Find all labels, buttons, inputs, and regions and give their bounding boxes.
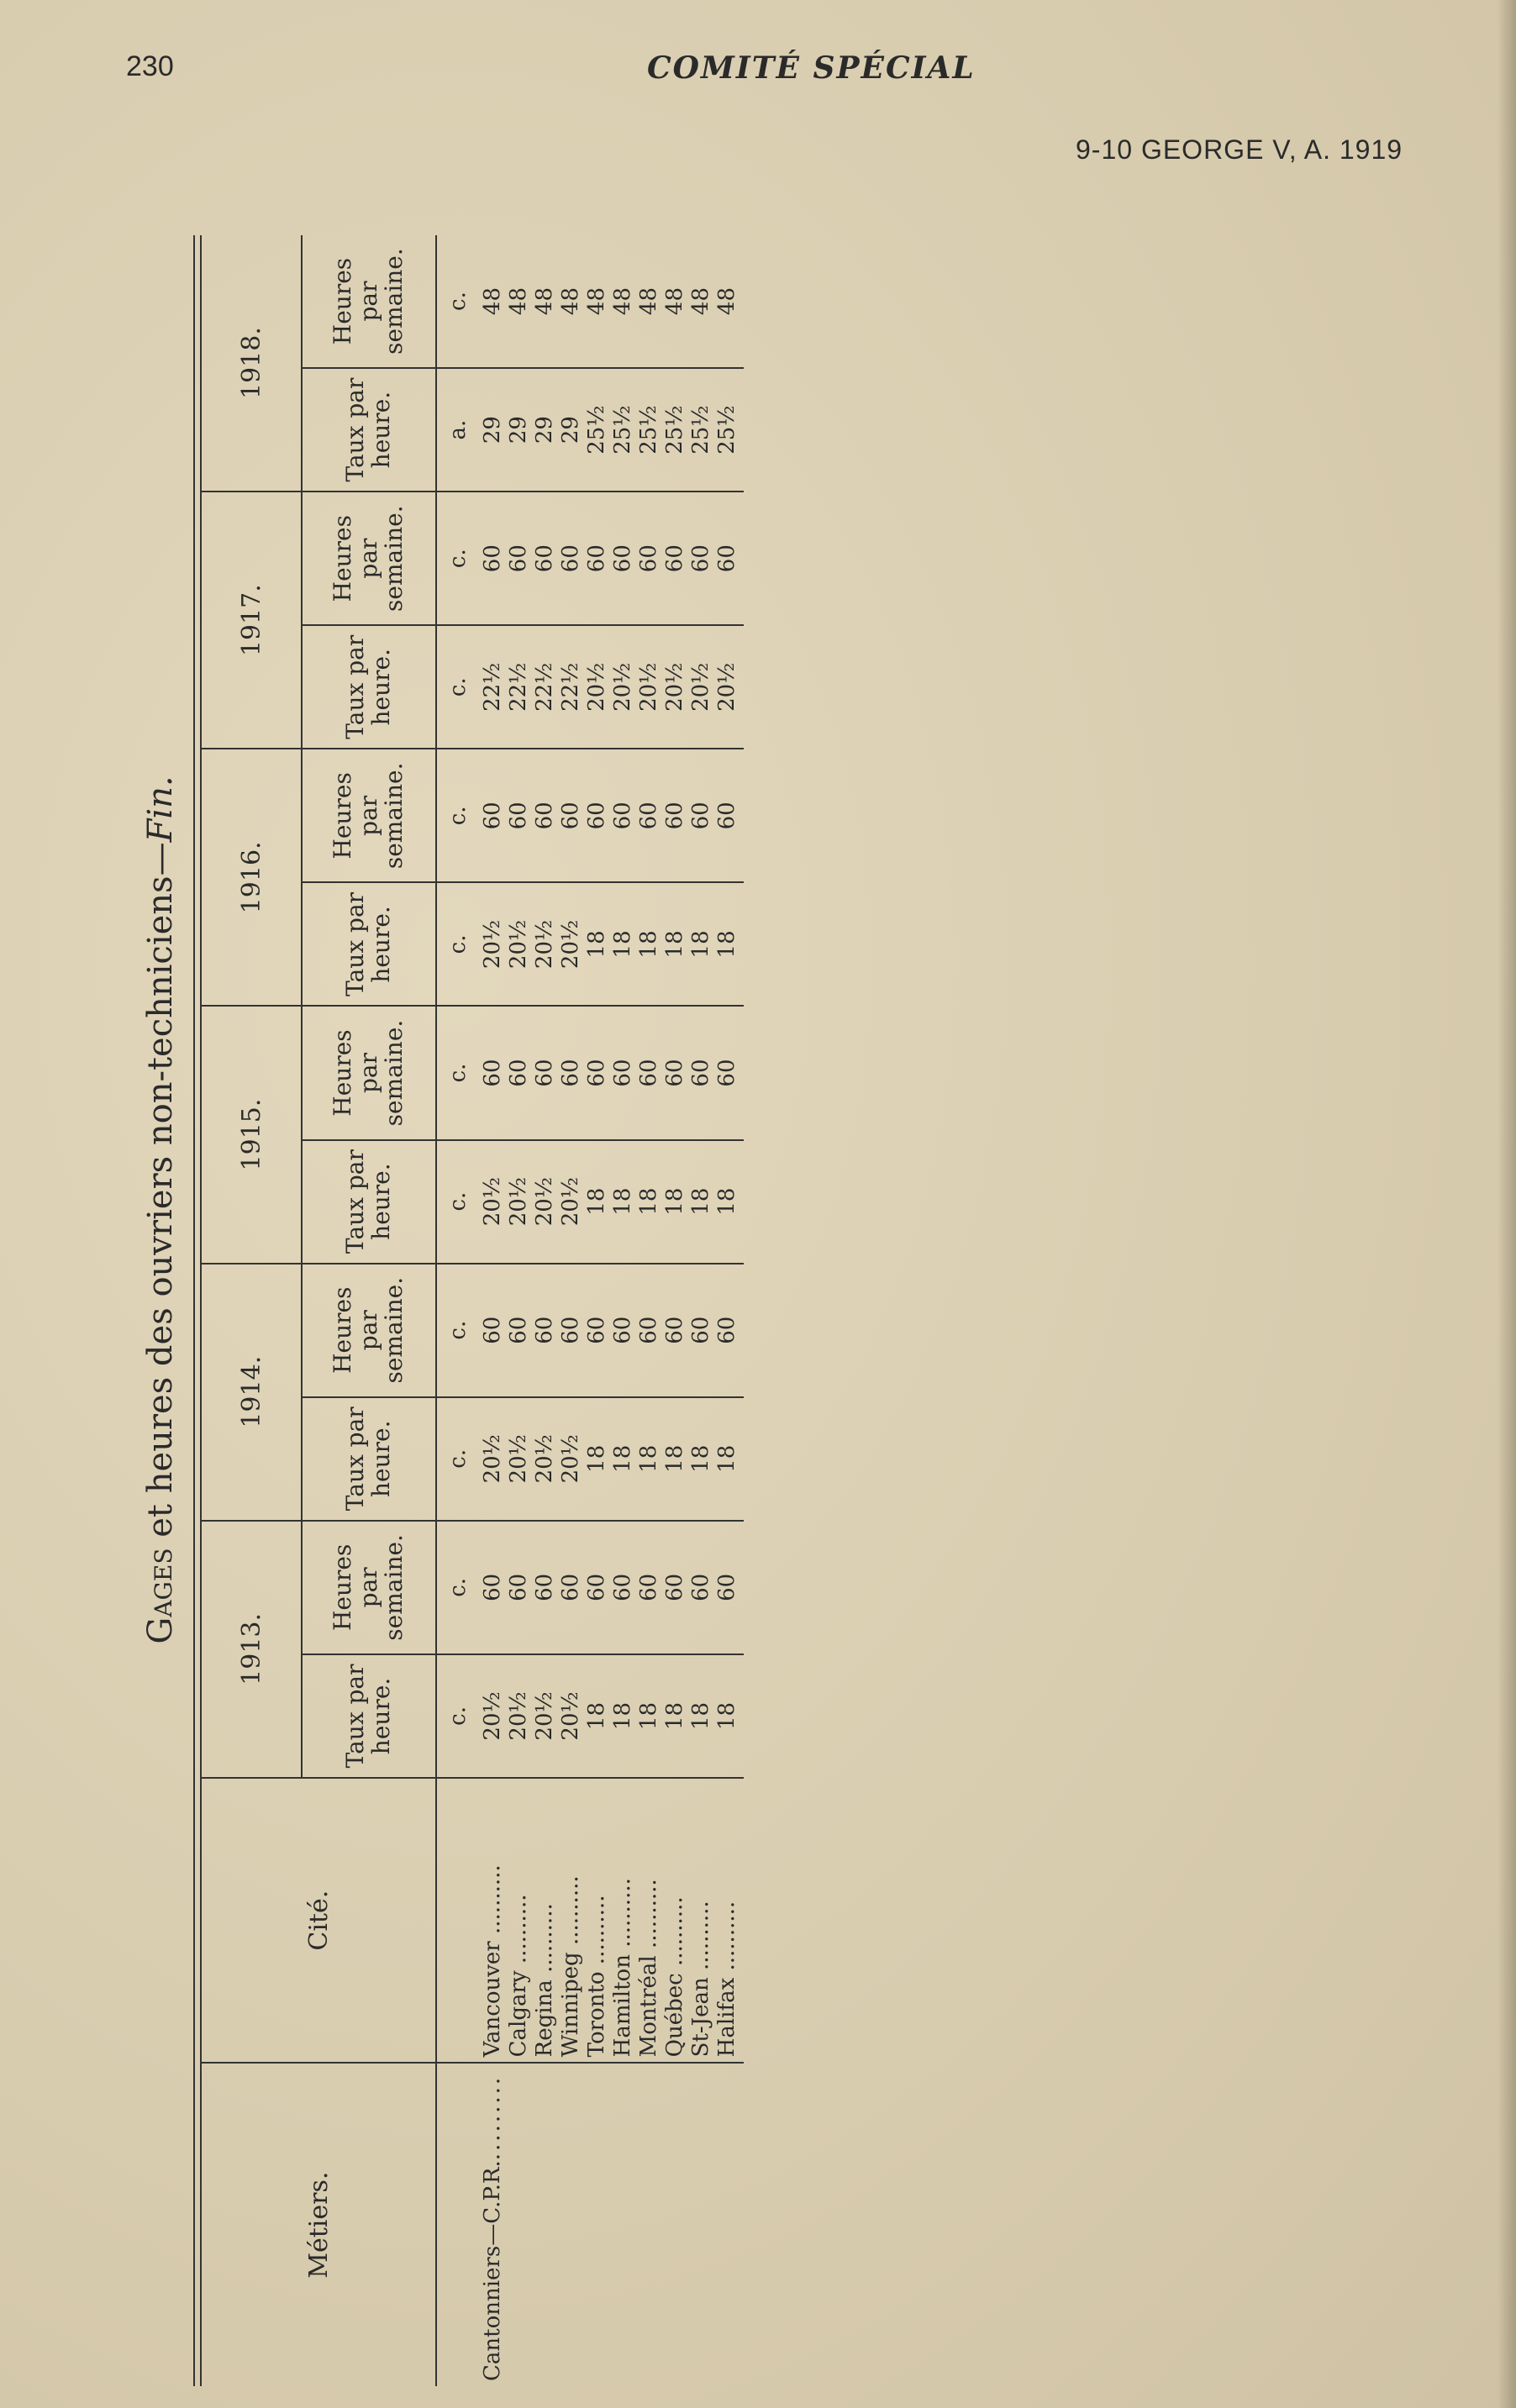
taux-value: 20½ [688, 662, 713, 712]
unit-label: c. [436, 625, 476, 749]
heures-header: Heures par semaine. [302, 1006, 436, 1139]
taux-1913-cell [476, 1654, 744, 1778]
heures-value: 60 [584, 802, 609, 830]
city-name: Winnipeg .......... [558, 1875, 583, 2058]
units-row [436, 235, 476, 2386]
heures-1913-cell [476, 1521, 744, 1654]
heures-value: 60 [610, 1573, 635, 1601]
city-name: Regina .......... [532, 1903, 557, 2058]
heures-value: 48 [532, 287, 557, 316]
taux-value: 18 [688, 1187, 713, 1216]
unit-label: c. [436, 492, 476, 625]
trade-cell [476, 2063, 744, 2386]
taux-value: 18 [714, 1444, 740, 1473]
taux-value: 22½ [532, 662, 557, 712]
heures-value: 60 [480, 1316, 505, 1344]
heures-1916-cell [476, 749, 744, 882]
heures-value: 60 [610, 802, 635, 830]
heures-value: 60 [636, 1059, 661, 1087]
unit-label: a. [436, 368, 476, 492]
taux-value: 18 [662, 1444, 687, 1473]
heures-value: 60 [532, 1059, 557, 1087]
taux-value: 20½ [610, 662, 635, 712]
heures-value: 60 [558, 1059, 583, 1087]
taux-value: 25½ [688, 405, 713, 455]
taux-1915-cell [476, 1140, 744, 1264]
taux-value: 20½ [584, 662, 609, 712]
taux-value: 20½ [506, 1176, 531, 1227]
taux-1916-cell [476, 882, 744, 1006]
heures-value: 48 [636, 287, 661, 316]
taux-value: 29 [558, 416, 583, 444]
taux-value: 18 [688, 1701, 713, 1730]
taux-value: 18 [636, 1187, 661, 1216]
rotated-table-canvas [126, 185, 1387, 2386]
unit-label: c. [436, 882, 476, 1006]
taux-value: 18 [636, 1701, 661, 1730]
year-header: 1916. [202, 749, 302, 1006]
heures-value: 60 [506, 1316, 531, 1344]
heures-value: 60 [636, 1573, 661, 1601]
heures-value: 60 [714, 544, 740, 573]
rotated-table-area [126, 185, 1387, 2386]
heures-value: 60 [662, 544, 687, 573]
taux-value: 18 [688, 1444, 713, 1473]
wages-table [202, 235, 744, 2386]
heures-value: 48 [662, 287, 687, 316]
taux-value: 25½ [584, 405, 609, 455]
heures-value: 60 [558, 802, 583, 830]
year-header: 1913. [202, 1521, 302, 1778]
unit-label: c. [436, 1521, 476, 1654]
trade-data-row [476, 235, 744, 2386]
taux-value: 18 [636, 1444, 661, 1473]
heures-value: 60 [584, 1059, 609, 1087]
heures-header: Heures par semaine. [302, 492, 436, 625]
unit-label: c. [436, 1654, 476, 1778]
taux-1918-cell [476, 368, 744, 492]
heures-header: Heures par semaine. [302, 235, 436, 368]
taux-header: Taux par heure. [302, 1654, 436, 1778]
year-header: 1917. [202, 492, 302, 749]
taux-header: Taux par heure. [302, 1140, 436, 1264]
heures-1915-cell [476, 1006, 744, 1139]
taux-value: 18 [610, 1444, 635, 1473]
heures-value: 60 [636, 1316, 661, 1344]
taux-value: 20½ [558, 1691, 583, 1741]
taux-value: 18 [662, 1187, 687, 1216]
taux-value: 22½ [480, 662, 505, 712]
unit-label: c. [436, 1140, 476, 1264]
city-name: Québec .......... [662, 1896, 687, 2058]
heures-value: 60 [506, 1573, 531, 1601]
taux-value: 18 [584, 1187, 609, 1216]
taux-value: 18 [610, 1187, 635, 1216]
taux-value: 18 [714, 1701, 740, 1730]
taux-value: 20½ [480, 1176, 505, 1227]
heures-value: 60 [610, 544, 635, 573]
heures-value: 60 [662, 802, 687, 830]
table-title-text: et heures des ouvriers non-techniciens— [141, 842, 180, 1548]
heures-value: 60 [610, 1059, 635, 1087]
taux-value: 18 [584, 1444, 609, 1473]
page-edge-shadow [1498, 0, 1516, 2408]
trade-name: Cantonniers—C.P.R. [480, 2160, 505, 2381]
taux-value: 18 [714, 1187, 740, 1216]
taux-value: 20½ [532, 1176, 557, 1227]
heures-value: 60 [558, 544, 583, 573]
taux-value: 20½ [636, 662, 661, 712]
running-title: COMITÉ SPÉCIAL [647, 50, 976, 86]
taux-value: 20½ [506, 1691, 531, 1741]
heures-value: 60 [480, 1573, 505, 1601]
taux-value: 20½ [662, 662, 687, 712]
year-header: 1918. [202, 235, 302, 492]
table-title-smallcaps: Gages [141, 1548, 180, 1644]
heures-value: 60 [558, 1316, 583, 1344]
taux-value: 20½ [532, 1434, 557, 1484]
table-title [141, 622, 180, 1798]
heures-value: 60 [688, 1316, 713, 1344]
taux-header: Taux par heure. [302, 1397, 436, 1521]
heures-value: 60 [584, 1573, 609, 1601]
taux-value: 29 [506, 416, 531, 444]
city-name: Calgary .......... [506, 1894, 531, 2058]
heures-value: 48 [584, 287, 609, 316]
table-title-italic: Fin. [141, 776, 180, 843]
taux-value: 20½ [558, 919, 583, 970]
taux-value: 18 [610, 1701, 635, 1730]
city-name: Montréal .......... [636, 1879, 661, 2058]
heures-value: 60 [714, 1316, 740, 1344]
heures-value: 48 [610, 287, 635, 316]
heures-value: 60 [714, 802, 740, 830]
heures-value: 60 [584, 1316, 609, 1344]
unit-label: c. [436, 235, 476, 368]
heures-value: 48 [558, 287, 583, 316]
metiers-header: Métiers. [202, 2063, 436, 2386]
taux-value: 22½ [506, 662, 531, 712]
trade-leader: ......... [480, 2074, 505, 2161]
heures-1917-cell [476, 492, 744, 625]
city-name: Hamilton .......... [610, 1878, 635, 2058]
heures-value: 60 [506, 802, 531, 830]
city-name: St-Jean .......... [688, 1901, 713, 2058]
heures-value: 60 [532, 802, 557, 830]
heures-value: 60 [506, 1059, 531, 1087]
heures-value: 60 [480, 544, 505, 573]
taux-value: 29 [532, 416, 557, 444]
heures-value: 48 [480, 287, 505, 316]
heures-value: 60 [480, 802, 505, 830]
year-header: 1915. [202, 1006, 302, 1263]
cite-header: Cité. [202, 1778, 436, 2063]
taux-value: 22½ [558, 662, 583, 712]
unit-label: c. [436, 1006, 476, 1139]
heures-value: 60 [688, 1573, 713, 1601]
heures-value: 60 [662, 1573, 687, 1601]
taux-value: 18 [610, 930, 635, 959]
city-name: Toronto .......... [584, 1895, 609, 2058]
taux-value: 20½ [532, 1691, 557, 1741]
heures-header: Heures par semaine. [302, 749, 436, 882]
taux-value: 25½ [610, 405, 635, 455]
heures-1918-cell [476, 235, 744, 368]
heures-value: 60 [584, 544, 609, 573]
heures-value: 60 [714, 1573, 740, 1601]
heures-header: Heures par semaine. [302, 1521, 436, 1654]
heures-value: 60 [688, 802, 713, 830]
taux-value: 20½ [480, 1691, 505, 1741]
taux-value: 20½ [480, 919, 505, 970]
taux-value: 25½ [636, 405, 661, 455]
taux-value: 20½ [506, 919, 531, 970]
unit-label: c. [436, 1397, 476, 1521]
taux-value: 25½ [714, 405, 740, 455]
heures-1914-cell [476, 1264, 744, 1397]
heures-value: 60 [480, 1059, 505, 1087]
heures-value: 60 [532, 1573, 557, 1601]
heures-value: 60 [662, 1059, 687, 1087]
taux-value: 20½ [558, 1434, 583, 1484]
page-header [126, 50, 1471, 84]
heures-value: 60 [532, 544, 557, 573]
taux-value: 20½ [480, 1434, 505, 1484]
cities-cell [476, 1778, 744, 2063]
taux-value: 18 [636, 930, 661, 959]
heures-value: 60 [688, 544, 713, 573]
taux-header: Taux par heure. [302, 368, 436, 492]
heures-value: 60 [506, 544, 531, 573]
heures-value: 60 [636, 802, 661, 830]
city-name: Halifax .......... [714, 1901, 740, 2058]
taux-value: 18 [584, 1701, 609, 1730]
taux-value: 18 [714, 930, 740, 959]
table-top-rule [193, 235, 202, 2386]
taux-value: 25½ [662, 405, 687, 455]
taux-value: 18 [688, 930, 713, 959]
years-header-row [202, 235, 302, 2386]
heures-value: 60 [610, 1316, 635, 1344]
heures-value: 60 [532, 1316, 557, 1344]
taux-value: 29 [480, 416, 505, 444]
taux-1917-cell [476, 625, 744, 749]
heures-value: 48 [714, 287, 740, 316]
taux-header: Taux par heure. [302, 882, 436, 1006]
taux-header: Taux par heure. [302, 625, 436, 749]
taux-value: 20½ [532, 919, 557, 970]
taux-value: 18 [662, 1701, 687, 1730]
heures-value: 60 [688, 1059, 713, 1087]
taux-1914-cell [476, 1397, 744, 1521]
unit-label: c. [436, 749, 476, 882]
taux-value: 18 [584, 930, 609, 959]
taux-value: 20½ [506, 1434, 531, 1484]
heures-value: 60 [558, 1573, 583, 1601]
heures-header: Heures par semaine. [302, 1264, 436, 1397]
heures-value: 60 [662, 1316, 687, 1344]
heures-value: 48 [688, 287, 713, 316]
heures-value: 48 [506, 287, 531, 316]
heures-value: 60 [636, 544, 661, 573]
unit-label: c. [436, 1264, 476, 1397]
session-label: 9-10 GEORGE V, A. 1919 [1076, 134, 1403, 165]
taux-value: 20½ [558, 1176, 583, 1227]
heures-value: 60 [714, 1059, 740, 1087]
year-header: 1914. [202, 1264, 302, 1521]
city-name: Vancouver .......... [480, 1864, 505, 2058]
taux-value: 18 [662, 930, 687, 959]
taux-value: 20½ [714, 662, 740, 712]
page-number: 230 [126, 50, 174, 82]
